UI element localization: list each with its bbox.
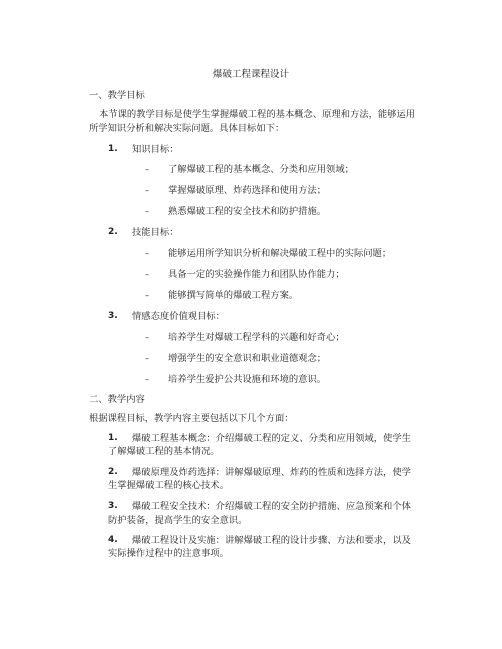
document-title: 爆破工程课程设计 (212, 69, 289, 80)
list-number: 4. (108, 535, 118, 545)
bullet-dash: – (145, 165, 149, 174)
list-item: 培养学生对爆破工程学科的兴趣和好奇心； (168, 332, 345, 343)
list-item: 掌握爆破原理、炸药选择和使用方法； (168, 185, 327, 196)
list-item: 能够撰写简单的爆破工程方案。 (168, 290, 299, 301)
objectives-intro-line2: 所学知识分析和解决实际问题。具体目标如下： (89, 123, 285, 134)
list-number: 3. (108, 311, 118, 321)
content-item-line2: 实际操作过程中的注意事项。 (108, 548, 229, 559)
list-item: 熟悉爆破工程的安全技术和防护措施。 (168, 206, 327, 217)
content-intro: 根据课程目标，教学内容主要包括以下几个方面： (89, 413, 294, 424)
objectives-intro-line1: 本节课的教学目标是使学生掌握爆破工程的基本概念、原理和方法，能够运用 (99, 109, 416, 120)
list-number: 2. (108, 467, 118, 477)
bullet-dash: – (145, 333, 149, 342)
list-item: 能够运用所学知识分析和解决爆破工程中的实际问题； (168, 248, 392, 259)
list-number: 1. (108, 433, 118, 443)
bullet-dash: – (145, 207, 149, 216)
content-item-line1: 爆破原理及炸药选择：讲解爆破原理、炸药的性质和选择方法，使学 (132, 467, 411, 478)
bullet-dash: – (145, 375, 149, 384)
list-item: 具备一定的实验操作能力和团队协作能力； (168, 269, 345, 280)
list-item: 培养学生爱护公共设施和环境的意识。 (168, 374, 327, 385)
content-item-line1: 爆破工程安全技术：介绍爆破工程的安全防护措施、应急预案和个体 (132, 501, 411, 512)
list-number: 2. (108, 227, 118, 237)
section-heading-content: 二、教学内容 (89, 394, 145, 405)
content-item-line2: 防护装备，提高学生的安全意识。 (108, 515, 248, 526)
group-label-knowledge: 知识目标： (132, 144, 179, 155)
bullet-dash: – (145, 291, 149, 300)
content-item-line1: 爆破工程设计及实施：讲解爆破工程的设计步骤、方法和要求，以及 (132, 535, 411, 546)
bullet-dash: – (145, 270, 149, 279)
content-item-line2: 生掌握爆破工程的核心技术。 (108, 480, 229, 491)
content-item-line2: 了解爆破工程的基本情况。 (108, 446, 220, 457)
bullet-dash: – (145, 354, 149, 363)
list-number: 3. (108, 501, 118, 511)
bullet-dash: – (145, 249, 149, 258)
group-label-skills: 技能目标： (132, 227, 179, 238)
list-number: 1. (108, 144, 118, 154)
list-item: 增强学生的安全意识和职业道德观念； (168, 353, 327, 364)
bullet-dash: – (145, 186, 149, 195)
section-heading-objectives: 一、教学目标 (89, 90, 145, 101)
group-label-attitude: 情感态度价值观目标： (132, 311, 225, 322)
list-item: 了解爆破工程的基本概念、分类和应用领域； (168, 164, 354, 175)
content-item-line1: 爆破工程基本概念：介绍爆破工程的定义、分类和应用领域，使学生 (132, 433, 411, 444)
